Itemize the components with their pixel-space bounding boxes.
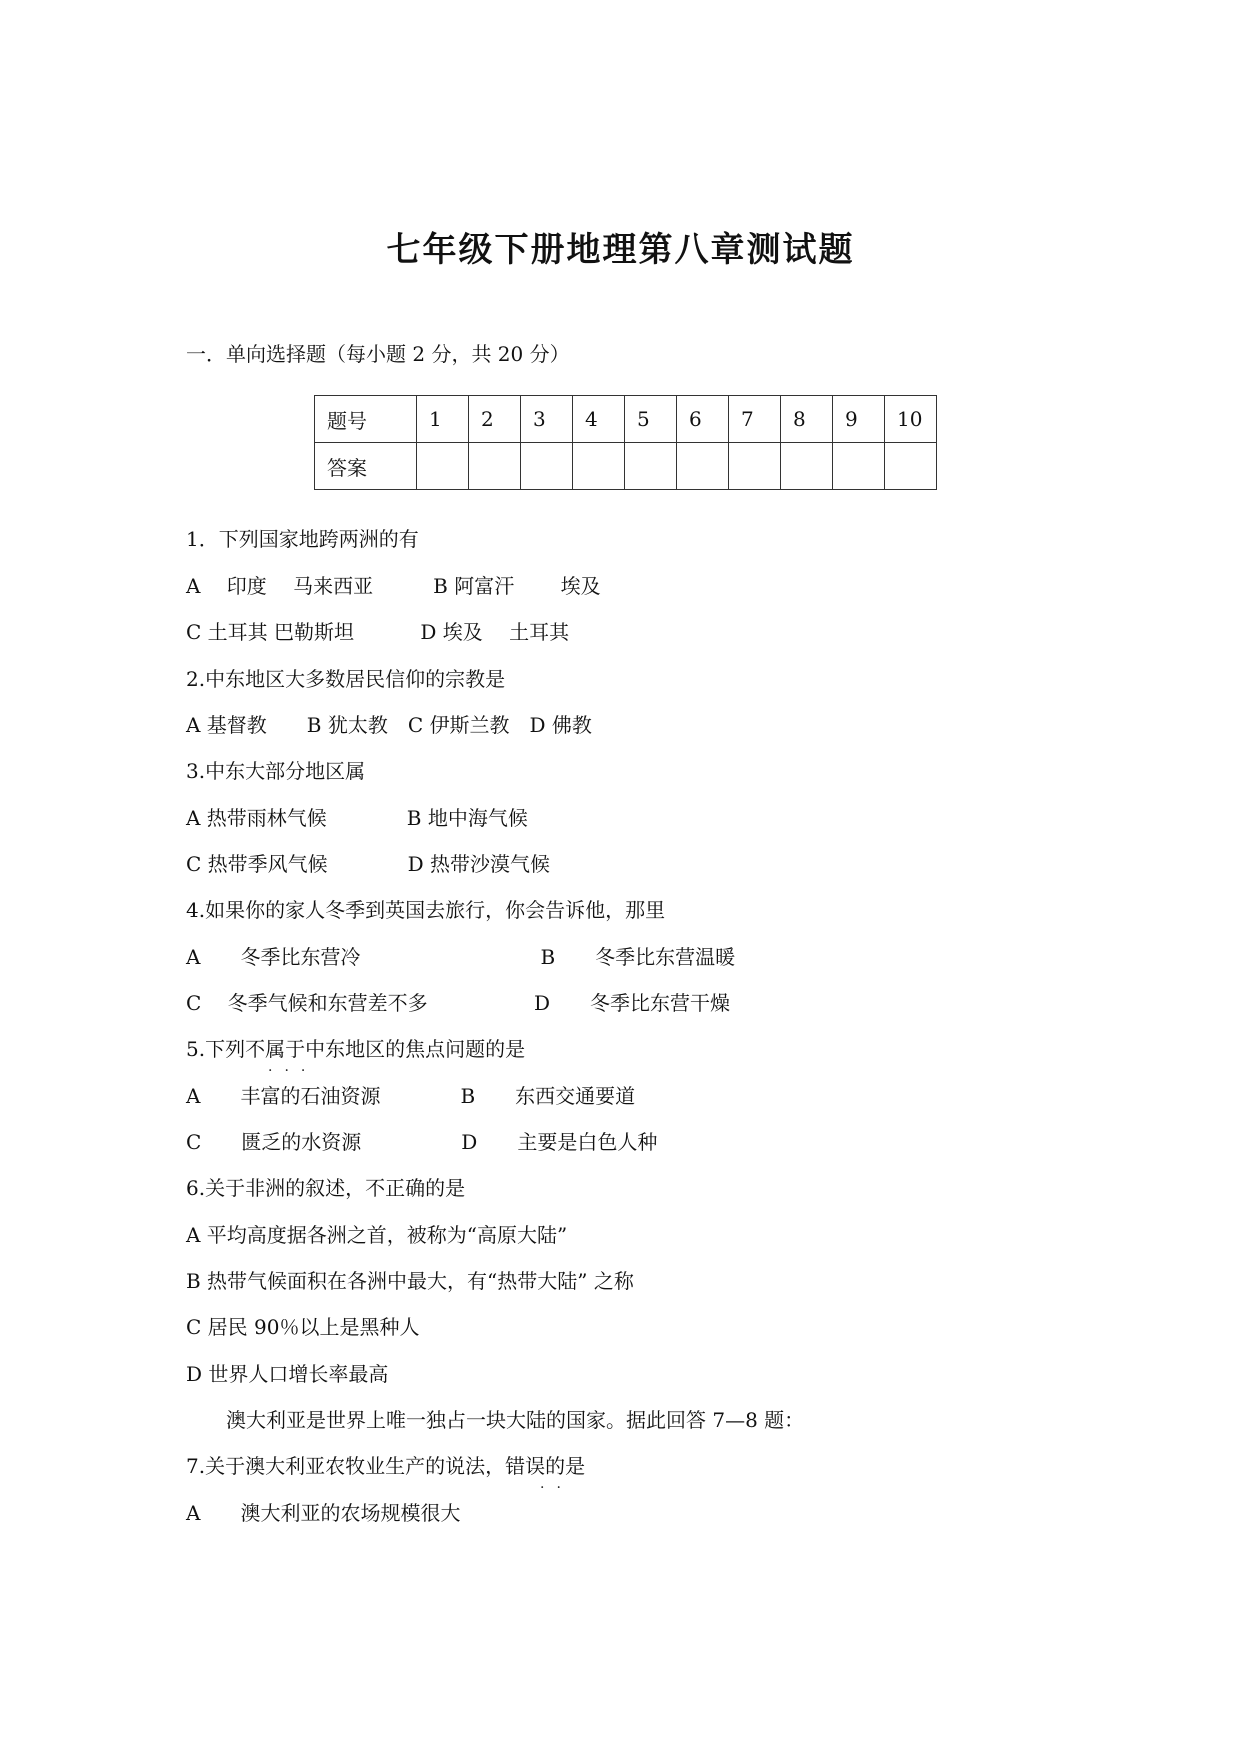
- answer-cell[interactable]: [573, 443, 625, 490]
- question-3-options-ab: A 热带雨林气候 B 地中海气候: [186, 806, 528, 830]
- passage-intro: 澳大利亚是世界上唯一独占一块大陆的国家。据此回答 7—8 题：: [186, 1408, 805, 1432]
- answer-cell[interactable]: [521, 443, 573, 490]
- emphasis-dots: ··: [540, 1480, 573, 1496]
- row-label-answer: 答案: [315, 443, 417, 490]
- question-4-options-ab: A 冬季比东营冷 B 冬季比东营温暖: [186, 945, 736, 969]
- question-2-options: A 基督教 B 犹太教 C 伊斯兰教 D 佛教: [186, 713, 592, 737]
- question-6-option-b: B 热带气候面积在各洲中最大，有“热带大陆” 之称: [186, 1269, 634, 1293]
- question-number: 6: [677, 396, 729, 443]
- table-row: [315, 443, 937, 490]
- answer-cell[interactable]: [469, 443, 521, 490]
- answer-cell[interactable]: [729, 443, 781, 490]
- question-number: 4: [573, 396, 625, 443]
- answer-cell[interactable]: [885, 443, 937, 490]
- question-6-option-a: A 平均高度据各洲之首，被称为“高原大陆”: [186, 1223, 568, 1247]
- question-number: 3: [521, 396, 573, 443]
- question-6-option-d: D 世界人口增长率最高: [186, 1362, 389, 1386]
- question-number: 7: [729, 396, 781, 443]
- question-6-option-c: C 居民 90％以上是黑种人: [186, 1315, 420, 1339]
- question-number: 5: [625, 396, 677, 443]
- question-1: 1．下列国家地跨两洲的有: [186, 527, 419, 551]
- question-3-options-cd: C 热带季风气候 D 热带沙漠气候: [186, 852, 551, 876]
- section-heading: 一．单向选择题（每小题 2 分，共 20 分）: [186, 342, 570, 366]
- question-number: 10: [885, 396, 937, 443]
- answer-cell[interactable]: [781, 443, 833, 490]
- answer-cell[interactable]: [417, 443, 469, 490]
- answer-cell[interactable]: [625, 443, 677, 490]
- question-5: 5.下列不属于中东地区的焦点问题的是: [186, 1037, 526, 1061]
- table-row: [315, 396, 937, 443]
- question-3: 3.中东大部分地区属: [186, 759, 366, 783]
- page-title: 七年级下册地理第八章测试题: [386, 230, 855, 270]
- question-5-options-ab: A 丰富的石油资源 B 东西交通要道: [186, 1084, 636, 1108]
- question-number: 8: [781, 396, 833, 443]
- question-number: 1: [417, 396, 469, 443]
- row-label-number: 题号: [315, 396, 417, 443]
- question-4-options-cd: C 冬季气候和东营差不多 D 冬季比东营干燥: [186, 991, 731, 1015]
- answer-cell[interactable]: [833, 443, 885, 490]
- question-6: 6.关于非洲的叙述，不正确的是: [186, 1176, 466, 1200]
- question-1-options-ab: A 印度 马来西亚 B 阿富汗 埃及: [186, 574, 601, 598]
- answer-table: [314, 395, 937, 490]
- question-number: 2: [469, 396, 521, 443]
- question-2: 2.中东地区大多数居民信仰的宗教是: [186, 667, 506, 691]
- question-7-option-a: A 澳大利亚的农场规模很大: [186, 1501, 461, 1525]
- question-number: 9: [833, 396, 885, 443]
- emphasis-dots: ···: [268, 1063, 318, 1079]
- question-4: 4.如果你的家人冬季到英国去旅行，你会告诉他，那里: [186, 898, 666, 922]
- question-5-options-cd: C 匮乏的水资源 D 主要是白色人种: [186, 1130, 658, 1154]
- question-7: 7.关于澳大利亚农牧业生产的说法，错误的是: [186, 1454, 586, 1478]
- question-1-options-cd: C 土耳其 巴勒斯坦 D 埃及 土耳其: [186, 620, 570, 644]
- answer-cell[interactable]: [677, 443, 729, 490]
